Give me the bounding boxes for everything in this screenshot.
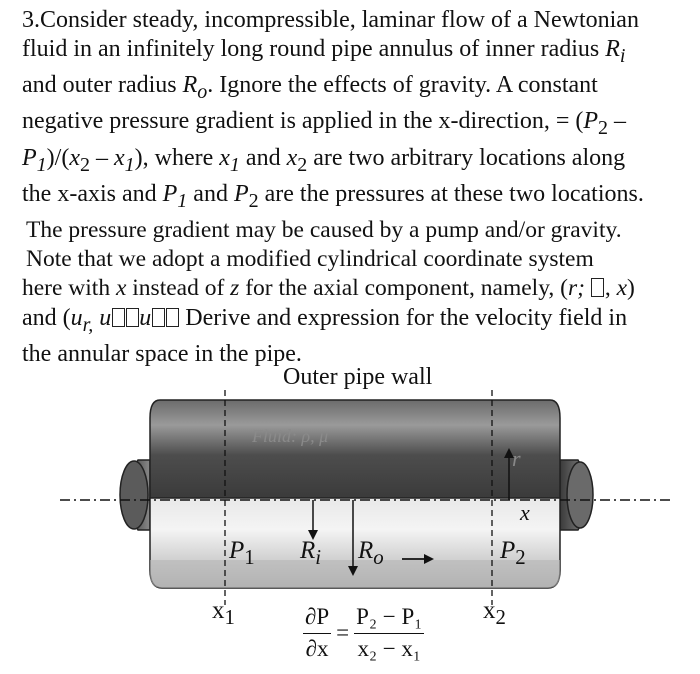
sub-i: i (315, 545, 322, 569)
line-3 (22, 71, 692, 107)
difference-fraction (354, 604, 424, 662)
var-u: u (70, 304, 83, 331)
var-R: R (300, 537, 316, 564)
sub-2: 2 (297, 153, 308, 176)
eq-denominator: ∂x (303, 633, 331, 662)
var-z: z (230, 275, 240, 302)
var-x: x (219, 144, 230, 171)
var-x: x (113, 144, 125, 171)
text: and ( (22, 304, 71, 331)
sub-2: 2 (79, 153, 90, 176)
text: ), where (134, 144, 220, 171)
sub-o: o (197, 81, 208, 104)
fluid-label: Fluid: ρ, μ (252, 426, 329, 446)
sub-2: 2 (495, 605, 506, 629)
var-x: x (212, 597, 225, 624)
var-r: r (512, 446, 521, 471)
var-x: x (69, 144, 80, 171)
text: and (187, 180, 234, 207)
eq-denominator: x₂ − x₁ (354, 633, 424, 662)
text: and outer radius (22, 72, 183, 99)
sub-1: 1 (124, 153, 135, 176)
sub-1: 1 (244, 545, 255, 569)
text: are two arbitrary locations along (307, 144, 626, 171)
var-P: P (583, 108, 599, 135)
problem-statement (22, 6, 692, 369)
ro-label (358, 537, 384, 570)
x2-label (483, 597, 506, 630)
missing-glyph-box (152, 308, 165, 327)
line-9 (22, 274, 692, 303)
var-x: x (286, 144, 298, 171)
text: here with (22, 275, 116, 302)
sub-2: 2 (598, 117, 609, 140)
text: – (89, 144, 114, 171)
line-10 (22, 304, 692, 340)
missing-glyph-box (112, 308, 125, 327)
line-6 (22, 180, 692, 216)
outer-pipe-wall (150, 400, 560, 500)
outer-pipe-wall-label: Outer pipe wall (283, 364, 433, 390)
var-P: P (233, 180, 249, 207)
sub-1: 1 (177, 189, 188, 212)
x1-label (212, 597, 235, 630)
text: Derive and expression for the velocity field in (179, 304, 628, 331)
equals-sign: = (336, 620, 350, 645)
r-axis-label (512, 446, 521, 472)
p1-label (229, 537, 255, 570)
var-P: P (22, 144, 37, 171)
sub-r: r, (82, 313, 94, 336)
text: and (239, 144, 287, 171)
var-x: x (520, 500, 530, 525)
inner-pipe-right-face (567, 462, 593, 528)
text: the annular space in the pipe. (22, 340, 302, 367)
inner-pipe-shadow (150, 560, 560, 588)
missing-glyph-box (166, 308, 179, 327)
sub-o: o (373, 545, 384, 569)
line-2 (22, 35, 692, 71)
text: instead of (126, 275, 231, 302)
text: Note that we adopt a modified cylindrical coordinate system (26, 246, 594, 273)
sub-1: 1 (36, 153, 47, 176)
missing-glyph-box (126, 308, 139, 327)
p2-label (500, 537, 526, 570)
sub-i: i (619, 45, 626, 68)
var-R: R (358, 537, 374, 564)
derivative-fraction (303, 604, 331, 662)
eq-numerator: ∂P (305, 604, 330, 629)
var-P: P (162, 180, 178, 207)
text: )/( (46, 144, 70, 171)
text: ) (627, 275, 635, 302)
text: . Ignore the effects of gravity. A constant (207, 72, 598, 99)
annulus-figure (0, 360, 700, 674)
line-5 (22, 144, 692, 180)
text: negative pressure gradient is applied in the x-direction, = ( (22, 108, 584, 135)
sub-1: 1 (224, 605, 235, 629)
x-axis-label (520, 500, 530, 526)
sub-1: 1 (229, 153, 240, 176)
text: – (608, 108, 627, 135)
missing-glyph-box (591, 278, 604, 297)
text: are the pressures at these two locations. (258, 180, 644, 207)
var-R: R (605, 36, 620, 63)
inner-pipe-left-face (120, 461, 148, 529)
var-P: P (500, 537, 516, 564)
var-P: P (229, 537, 245, 564)
var-u: u (139, 304, 152, 331)
var-x: x (483, 597, 496, 624)
var-R: R (182, 72, 198, 99)
line-7 (22, 216, 692, 245)
sub-2: 2 (248, 189, 259, 212)
var-r: r; (568, 275, 585, 302)
line-8 (22, 245, 692, 274)
eq-numerator: P₂ − P₁ (356, 604, 423, 629)
text: 3.Consider steady, incompressible, laminar flow of a Newtonian (22, 7, 639, 33)
ri-label (300, 537, 321, 570)
line-4 (22, 107, 692, 143)
text: fluid in an infinitely long round pipe annulus of inner radius (22, 36, 606, 63)
text: for the axial component, namely, ( (239, 275, 568, 302)
var-x: x (616, 275, 628, 302)
text: the x-axis and (22, 180, 163, 207)
text: The pressure gradient may be caused by a pump and/or gravity. (26, 216, 622, 243)
pressure-gradient-equation (303, 604, 424, 662)
text: , (604, 275, 617, 302)
line-1 (22, 6, 692, 35)
var-x: x (115, 275, 127, 302)
var-u: u (99, 304, 112, 331)
sub-2: 2 (515, 545, 526, 569)
